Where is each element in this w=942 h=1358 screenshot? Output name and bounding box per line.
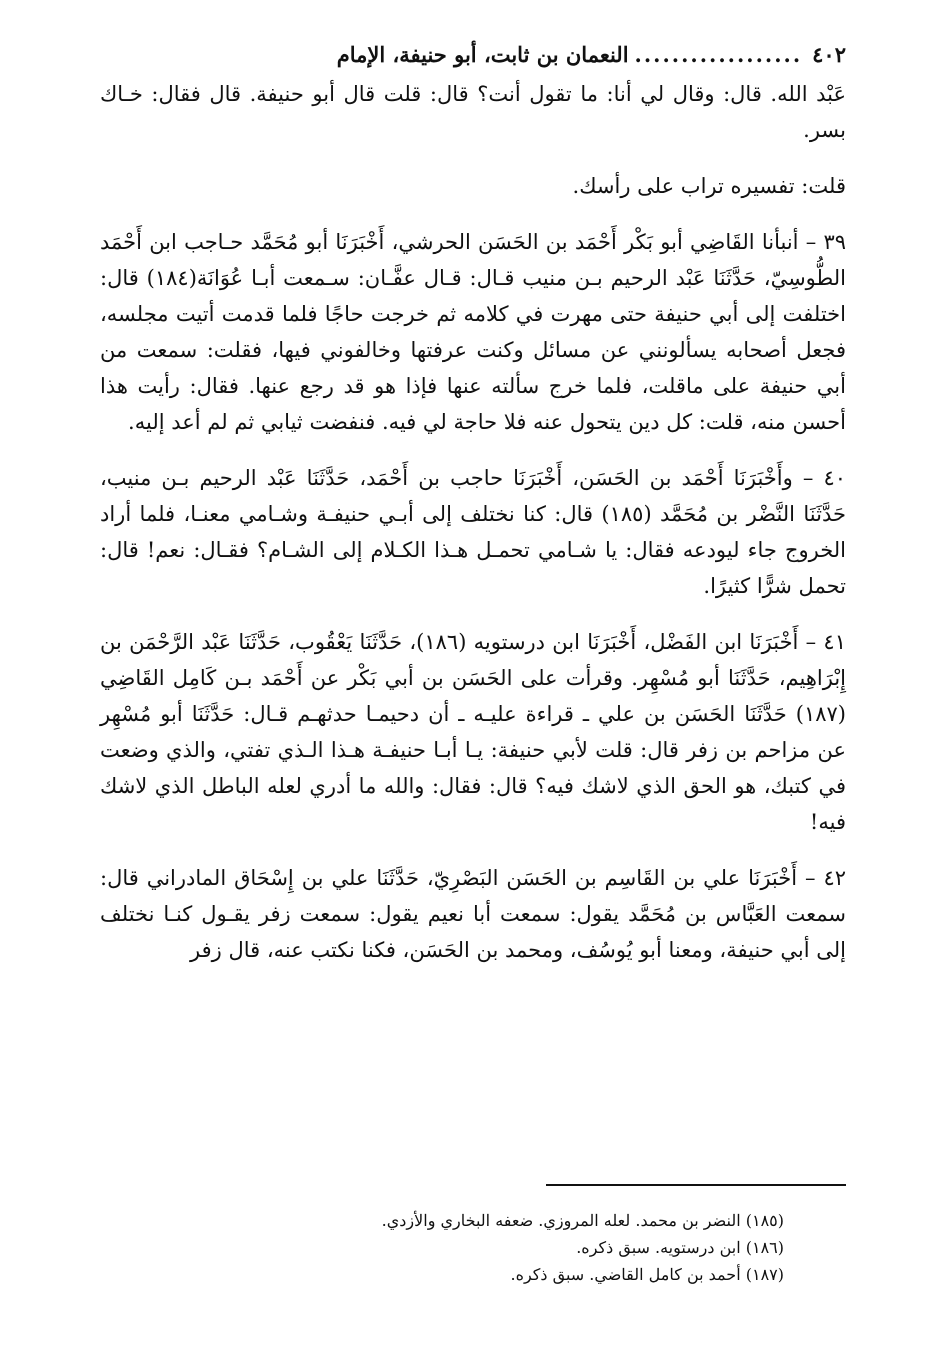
page-number: ٤٠٢: [812, 41, 846, 67]
footnote-185: (١٨٥) النضر بن محمد. لعله المروزي. ضعفه البخاري والأزدي.: [381, 1211, 784, 1230]
paragraph-41: ٤١ – أَخْبَرَنَا ابن الفَضْل، أَخْبَرَنَا ابن درستويه (١٨٦)، حَدَّثَنَا يَعْقُوب، حَدَّثَنَا عَبْد الرَّحْمَن بن إِبْرَاهِيم، حَدَّثَنَا أبو مُسْهِر. وقرأت على الحَسَن بن أبي بَكْر عن أَحْمَد بـن كَامِل القَاضِي (١٨٧) حَدَّثَنَا الحَسَن بن علي ـ قراءة عليـه ـ أن دحيمـا حدثهـم قـال: حَدَّثَنَا أبو مُسْهِر عن مزاحم بن زفر قال: قلت لأبي حنيفة: يـا أبـا حنيفـة هـذا الـذي تفتي، والذي وضعت في كتبك، هو الحق الذي لاشك فيه؟ قال: فقال: والله ما أدري لعله الباطل الذي لاشك فيه!: [100, 630, 846, 834]
paragraph-explanation: قلت: تفسيره تراب على رأسك.: [572, 174, 846, 198]
paragraph-40: ٤٠ – وأَخْبَرَنَا أَحْمَد بن الحَسَن، أَخْبَرَنَا حاجب بن أَحْمَد، حَدَّثَنَا عَبْد الرحيم بـن منيب، حَدَّثَنَا النَّضْر بن مُحَمَّد (١٨٥) قال: كنا نختلف إلى أبـي حنيفـة وشـامي معنـا، فلما أراد الخروج جاء ليودعه فقال: يا شـامي تحمـل هـذا الكـلام إلى الشـام؟ فقـال: نعم! قال: تحمل شرًّا كثيرًا.: [100, 466, 846, 598]
main-text: [100, 76, 846, 968]
paragraph-42: ٤٢ – أَخْبَرَنَا علي بن القَاسِم بن الحَسَن البَصْرِيّ، حَدَّثَنَا علي بن إِسْحَاق المادراني قال: سمعت العَبَّاس بن مُحَمَّد يقول: سمعت أبا نعيم يقول: سمعت زفر يقـول كنـا نختلف إلى أبي حنيفة، ومعنا أبو يُوسُف، ومحمد بن الحَسَن، فكنا نكتب عنه، قال زفر: [100, 866, 846, 962]
paragraph-continuation: عَبْد الله. قال: وقال لي أنا: ما تقول أنت؟ قال: قلت قال أبو حنيفة. قال فقال: خـاك بسر.: [100, 82, 846, 142]
running-header: [100, 34, 846, 74]
footnote-186: (١٨٦) ابن درستويه. سبق ذكره.: [576, 1238, 784, 1257]
header-title: النعمان بن ثابت، أبو حنيفة، الإمام: [336, 41, 629, 67]
footnotes: [100, 1208, 784, 1289]
header-leader-dots: ..................: [634, 41, 803, 67]
paragraph-39: ٣٩ – أنبأنا القَاضِي أبو بَكْر أَحْمَد بن الحَسَن الحرشي، أَخْبَرَنَا أبو مُحَمَّد حـاجب ابن أَحْمَد الطُّوسِيّ، حَدَّثَنَا عَبْد الرحيم بـن منيب قـال: قـال عفَّـان: سـمعت أبـا عُوَانَة(١٨٤) قال: اختلفت إلى أبي حنيفة حتى مهرت في كلامه ثم خرجت حاجًا فلما قدمت أتيت مجلسه، فجعل أصحابه يسألونني عن مسائل وكنت عرفتها وخالفوني فيها، فقلت: سمعت من أبي حنيفة على ماقلت، فلما خرج سألته عنها فإذا هو قد رجع عنها. فقال: رأيت هذا أحسن منه، قلت: كل دين يتحول عنه فلا حاجة لي فيه. فنفضت ثيابي ثم لم أعد إليه.: [100, 230, 846, 434]
footnote-divider: [546, 1184, 846, 1186]
footnote-187: (١٨٧) أحمد بن كامل القاضي. سبق ذكره.: [510, 1265, 784, 1284]
